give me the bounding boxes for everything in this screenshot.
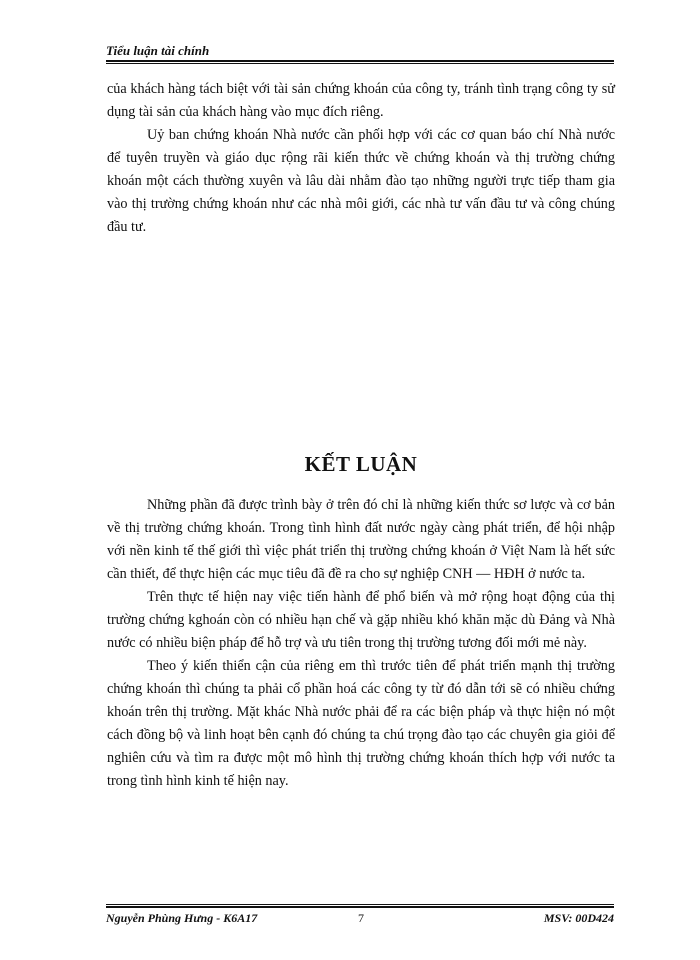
paragraph-continuation: của khách hàng tách biệt với tài sản chứng khoán của công ty, tránh tình trạng công ty sử dụng tài sản của khách hàng vào mục đích riêng. bbox=[107, 81, 615, 120]
conclusion-paragraph-1: Những phần đã được trình bày ở trên đó chỉ là những kiến thức sơ lược và cơ bản về thị trường chứng khoán. Trong tình hình đất nước ngày càng phát triển, để hội nhập với nền kinh tế thế giới thì việc phát triển thị trường chứng khoán ở Việt Nam là hết sức cần thiết, để thực hiện các mục tiêu đã đề ra cho sự nghiệp CNH — HĐH ở nước ta. bbox=[107, 497, 615, 582]
footer-rule bbox=[106, 904, 614, 908]
header-rule bbox=[106, 60, 614, 64]
page-footer bbox=[106, 904, 614, 924]
conclusion-section bbox=[107, 494, 615, 793]
continuation-section bbox=[107, 78, 615, 239]
header-title: Tiểu luận tài chính bbox=[106, 43, 210, 58]
student-code: MSV: 00D424 bbox=[543, 911, 614, 925]
conclusion-paragraph-3: Theo ý kiến thiển cận của riêng em thì trước tiên để phát triển mạnh thị trường chứng khoán thì chúng ta phải cổ phần hoá các công ty từ đó dẫn tới sẽ có nhiều chứng khoán trên thị trường. Mặt khác Nhà nước phải để ra các biện pháp và thực hiện nó một cách đồng bộ và linh hoạt bên cạnh đó chúng ta chú trọng đào tạo các chuyên gia giỏi để nghiên cứu và tìm ra được một mô hình thị trường chứng khoán thích hợp với nước ta trong tình hình kinh tế hiện nay. bbox=[107, 658, 615, 789]
page-number: 7 bbox=[358, 911, 364, 925]
conclusion-paragraph-2: Trên thực tế hiện nay việc tiến hành để phổ biến và mở rộng hoạt động của thị trường chứng kghoán còn có nhiều hạn chế và gặp nhiều khó khăn mặc dù Đảng và Nhà nước có nhiều biện pháp để hỗ trợ và ưu tiên trong thị trường tương đối mới mẻ này. bbox=[107, 589, 615, 651]
footer-author: Nguyễn Phùng Hưng - K6A17 bbox=[106, 911, 258, 925]
page-header bbox=[106, 40, 614, 64]
paragraph-ssc: Uỷ ban chứng khoán Nhà nước cần phối hợp với các cơ quan báo chí Nhà nước để tuyên truyền và giáo dục rộng rãi kiến thức về chứng khoán và thị trường chứng khoán một cách thường xuyên và lâu dài nhằm đào tạo những người trực tiếp tham gia vào thị trường chứng khoán như các nhà môi giới, các nhà tư vấn đầu tư và công chúng đầu tư. bbox=[107, 127, 615, 235]
conclusion-heading: KẾT LUẬN bbox=[304, 452, 418, 476]
